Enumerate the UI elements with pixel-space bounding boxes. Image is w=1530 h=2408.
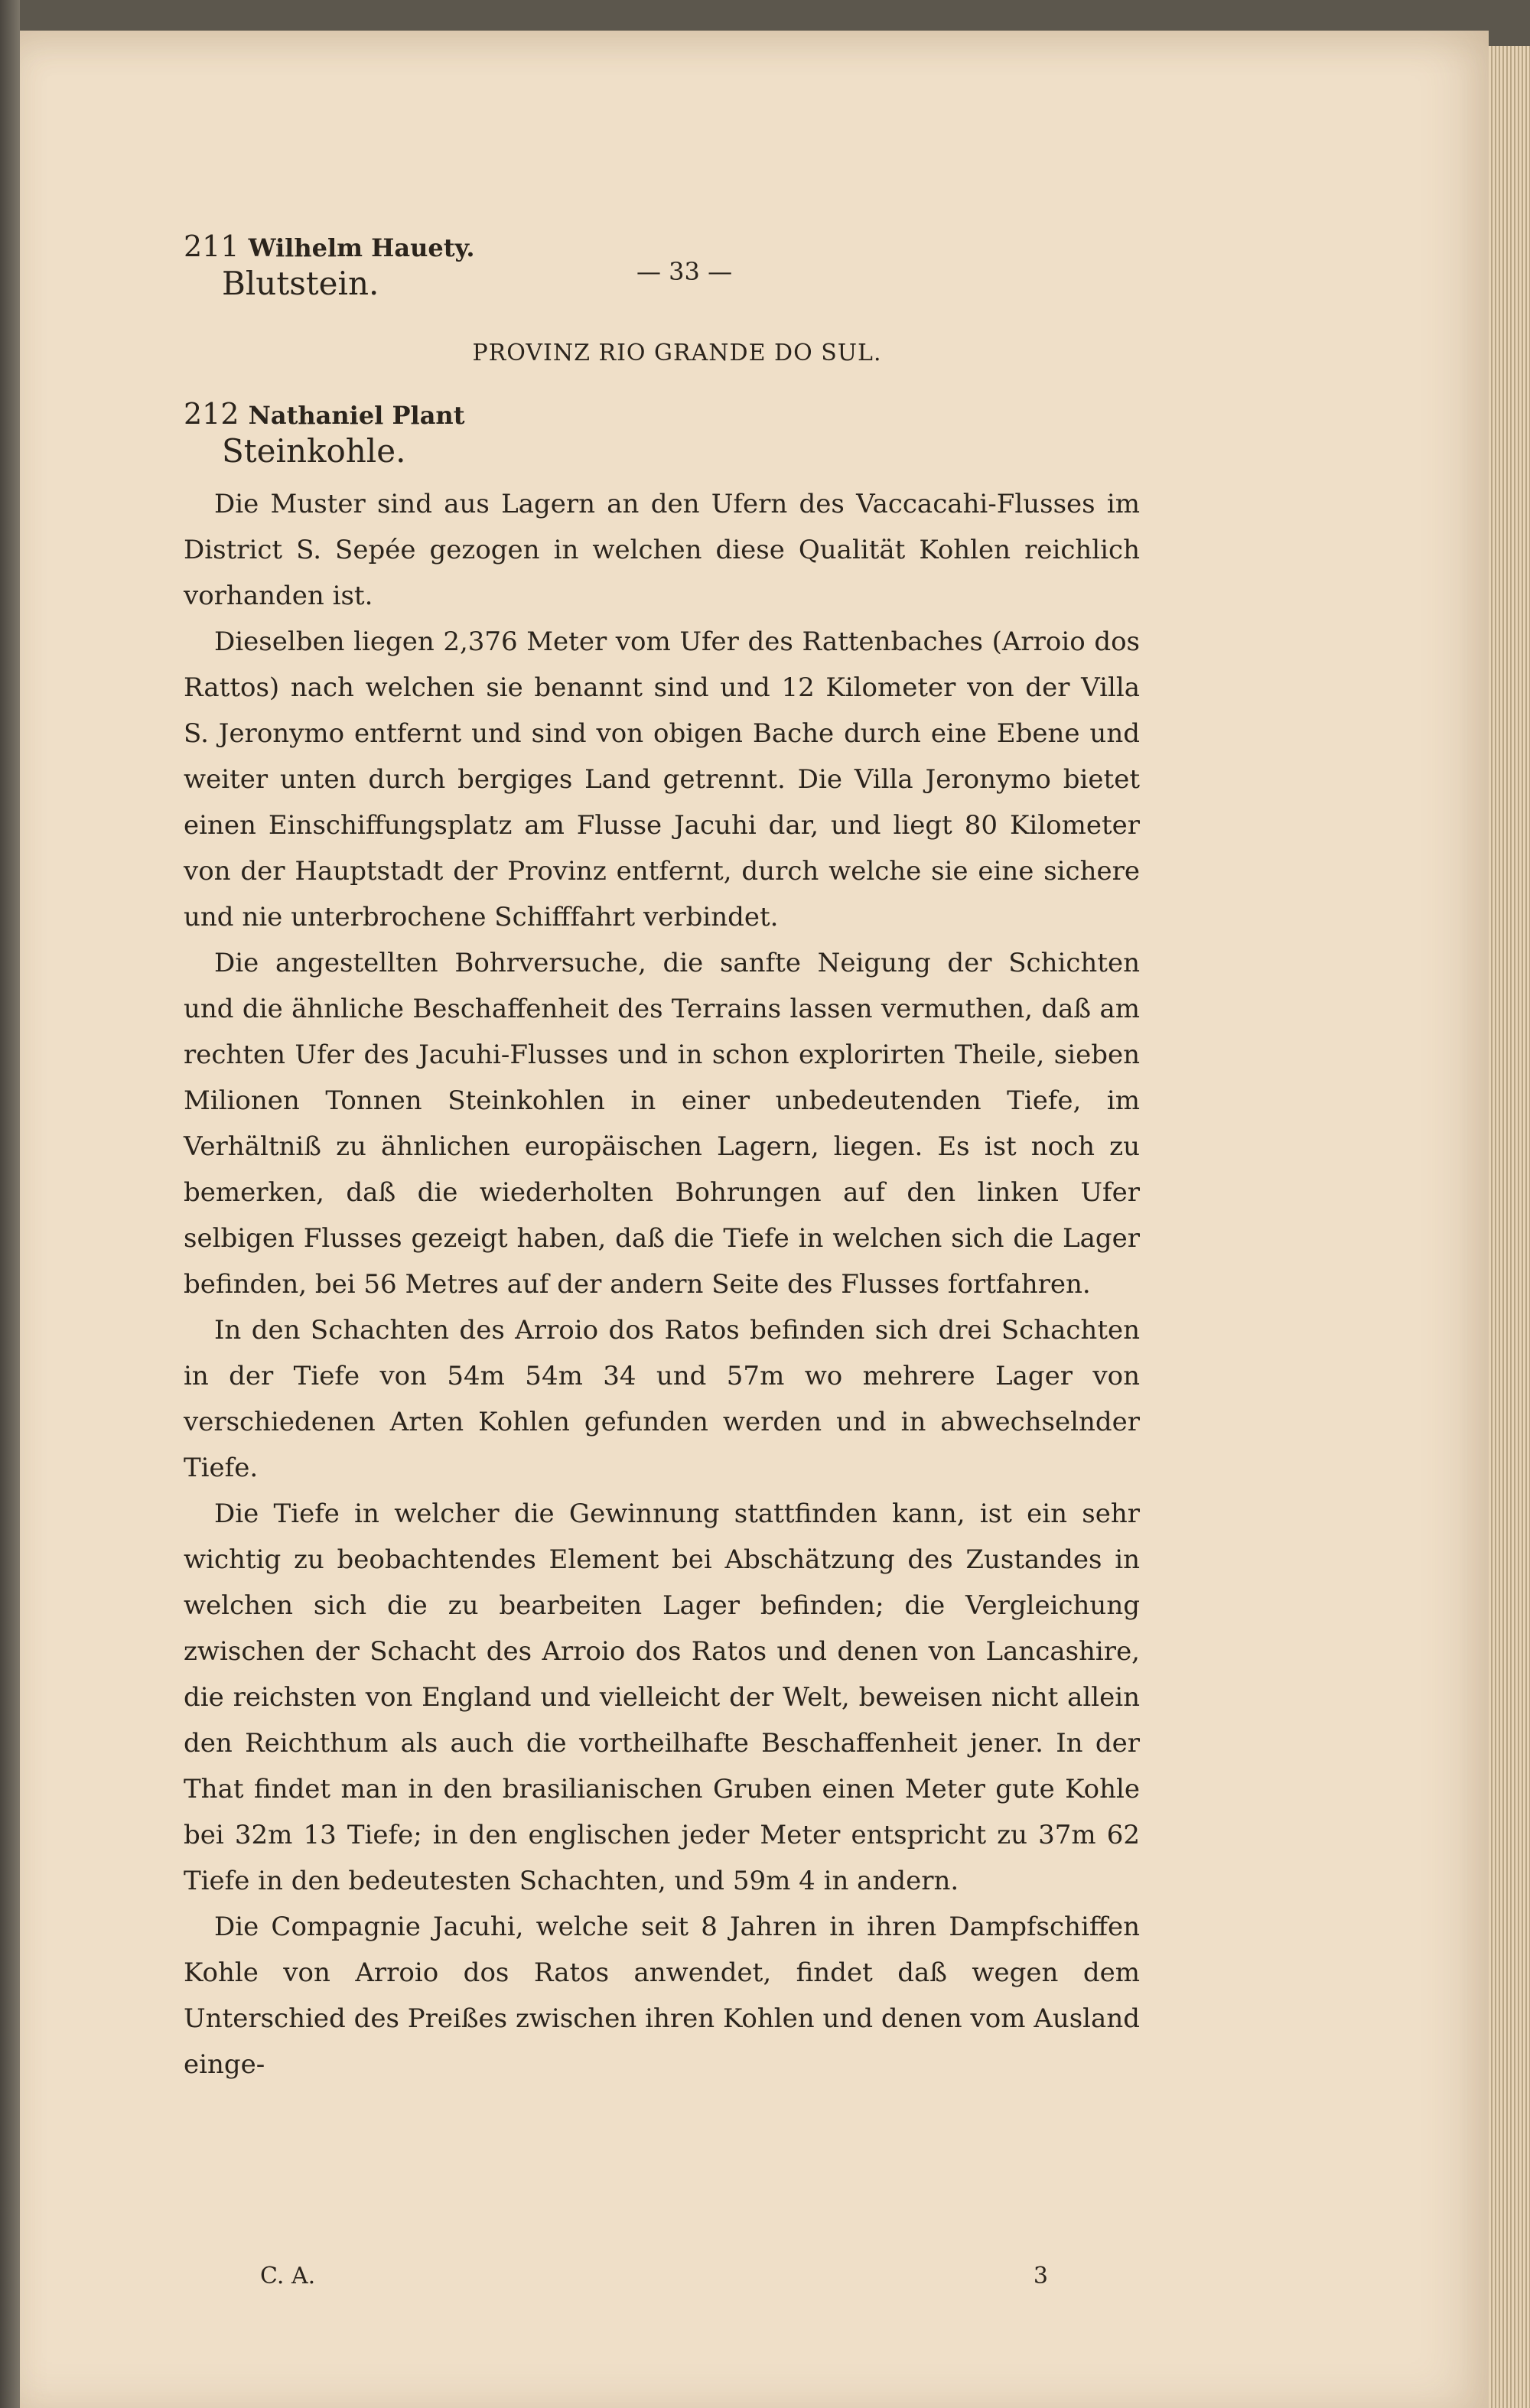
paragraph: Dieselben liegen 2,376 Meter vom Ufer des Rattenbaches (Arroio dos Rattos) nach welchen sie benannt sind und 12 Kilometer von der Villa S. Jeronymo entfernt und sind von obigen Bache durch eine Ebene und weiter unten durch bergiges Land getrennt. Die Villa Jeronymo bietet einen Einschiffungsplatz am Flusse Jacuhi dar, und liegt 80 Kilometer von der Hauptstadt der Provinz entfernt, durch welche sie eine sichere und nie unterbrochene Schifffahrt verbindet.: [184, 626, 1140, 932]
province-heading: PROVINZ RIO GRANDE DO SUL.: [472, 340, 882, 366]
entry-211-heading: [184, 229, 1140, 265]
entry-212-body: [184, 481, 1140, 2087]
page-stack-edge: [1489, 46, 1530, 2408]
paragraph: Die Tiefe in welcher die Gewinnung stattfinden kann, ist ein sehr wichtig zu beobachtendes Element bei Abschätzung des Zustandes in welchen sich die zu bearbeiten Lager befinden; die Vergleichung zwischen der Schacht des Arroio dos Ratos und denen von Lancashire, die reichsten von England und vielleicht der Welt, beweisen nicht allein den Reichthum als auch die vortheilhafte Beschaffenheit jener. In der That findet man in den brasilianischen Gruben einen Meter gute Kohle bei 32m 13 Tiefe; in den englischen jeder Meter entspricht zu 37m 62 Tiefe in den bedeutesten Schachten, und 59m 4 in andern.: [184, 1498, 1140, 1896]
entry-212-heading: [184, 397, 1140, 432]
entry-211-number: 211: [184, 229, 239, 263]
entry-211-name: Wilhelm Hauety.: [248, 233, 475, 262]
sheet-number: 3: [1033, 2263, 1048, 2289]
page-content: [184, 229, 1140, 2087]
entry-212-name: Nathaniel Plant: [248, 401, 465, 430]
paragraph: Die angestellten Bohrversuche, die sanfte Neigung der Schichten und die ähnliche Beschaffenheit des Terrains lassen vermuthen, daß am rechten Ufer des Jacuhi-Flusses und in schon explorirten Theile, sieben Milionen Tonnen Steinkohlen in einer unbedeutenden Tiefe, im Verhältniß zu ähnlichen europäischen Lagern, liegen. Es ist noch zu bemerken, daß die wiederholten Bohrungen auf den linken Ufer selbigen Flusses gezeigt haben, daß die Tiefe in welchen sich die Lager befinden, bei 56 Metres auf der andern Seite des Flusses fortfahren.: [184, 948, 1140, 1300]
paragraph: In den Schachten des Arroio dos Ratos befinden sich drei Schachten in der Tiefe von 54m 54m 34 und 57m wo mehrere Lager von verschiedenen Arten Kohlen gefunden werden und in abwechselnder Tiefe.: [184, 1315, 1140, 1483]
entry-211-item: Blutstein.: [222, 265, 379, 302]
entry-212-number: 212: [184, 397, 239, 431]
paragraph: Die Muster sind aus Lagern an den Ufern des Vaccacahi-Flusses im District S. Sepée gezogen in welchen diese Qualität Kohlen reichlich vorhanden ist.: [184, 489, 1140, 611]
signature-mark: C. A.: [260, 2263, 316, 2289]
page-number: — 33 —: [636, 257, 733, 286]
paragraph: Die Compagnie Jacuhi, welche seit 8 Jahren in ihren Dampfschiffen Kohle von Arroio dos Ratos anwendet, findet daß wegen dem Unterschied des Preißes zwischen ihren Kohlen und denen vom Ausland einge-: [184, 1912, 1140, 2080]
previous-page-edge: [0, 0, 20, 2408]
entry-212-item: Steinkohle.: [222, 432, 406, 470]
